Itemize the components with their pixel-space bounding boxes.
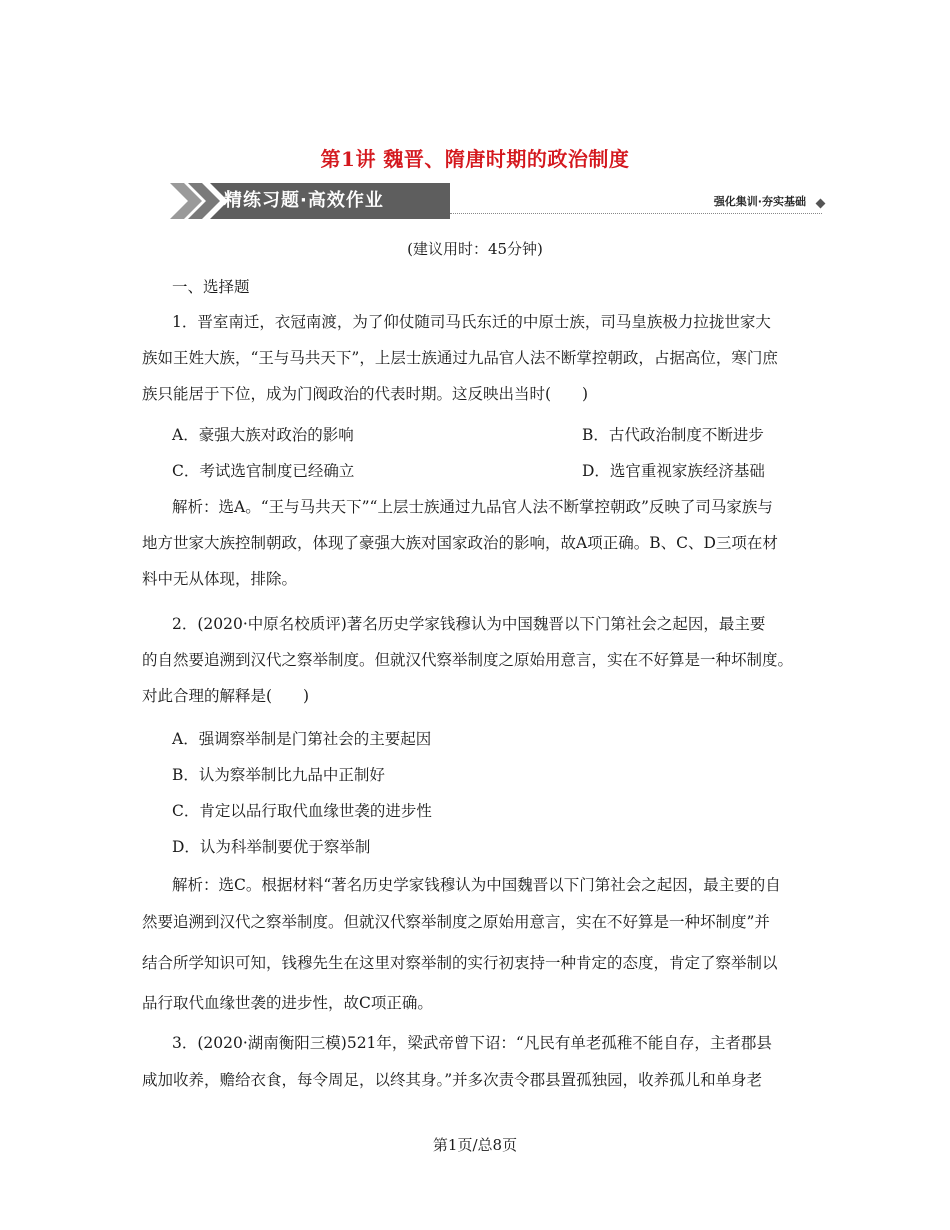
- q2-option-c: C．肯定以品行取代血缘世袭的进步性: [172, 802, 432, 820]
- q1-stem-line: 1．晋室南迁，衣冠南渡，为了仰仗随司马氏东迁的中原士族，司马皇族极力拉拢世家大: [172, 313, 771, 331]
- q1-option-a: A．豪强大族对政治的影响: [172, 426, 354, 444]
- q2-option-a: A．强调察举制是门第社会的主要起因: [172, 730, 432, 748]
- q3-stem-line: 咸加收养，赡给衣食，每令周足，以终其身。”并多次责令郡县置孤独园，收养孤儿和单身老: [142, 1071, 763, 1089]
- q1-option-d: D．选官重视家族经济基础: [582, 462, 765, 480]
- banner-title: 精练习题·高效作业: [224, 190, 384, 211]
- q1-stem-line: 族如王姓大族，“王与马共天下”，上层士族通过九品官人法不断掌控朝政，占据高位，寒门庶: [142, 349, 778, 367]
- q2-stem-line: 的自然要追溯到汉代之察举制度。但就汉代察举制度之原始用意言，实在不好算是一种坏制度。: [142, 651, 794, 669]
- q2-analysis-line: 然要追溯到汉代之察举制度。但就汉代察举制度之原始用意言，实在不好算是一种坏制度”并: [142, 913, 770, 931]
- q1-analysis-line: 解析：选A。“王与马共天下”“上层士族通过九品官人法不断掌控朝政”反映了司马家族与: [172, 498, 773, 516]
- q2-option-b: B．认为察举制比九品中正制好: [172, 766, 385, 784]
- page-title: 第1讲 魏晋、隋唐时期的政治制度: [320, 147, 630, 171]
- q2-stem-line: 对此合理的解释是( ): [142, 687, 310, 705]
- q2-option-d: D．认为科举制要优于察举制: [172, 838, 371, 856]
- q3-stem-line: 3．(2020·湖南衡阳三模)521年，梁武帝曾下诏：“凡民有单老孤稚不能自存，主者郡县: [172, 1034, 772, 1052]
- section-heading: 一、选择题: [172, 278, 250, 296]
- section-banner: [170, 183, 830, 219]
- q2-analysis-line: 解析：选C。根据材料“著名历史学家钱穆认为中国魏晋以下门第社会之起因，最主要的自: [172, 876, 781, 894]
- q2-analysis-line: 结合所学知识可知，钱穆先生在这里对察举制的实行初衷持一种肯定的态度，肯定了察举制以: [142, 954, 778, 972]
- banner-subtitle: 强化集训·夯实基础: [713, 195, 806, 208]
- q2-analysis-line: 品行取代血缘世袭的进步性，故C项正确。: [142, 994, 433, 1012]
- q1-analysis-line: 料中无从体现，排除。: [142, 570, 298, 588]
- q1-analysis-line: 地方世家大族控制朝政，体现了豪强大族对国家政治的影响，故A项正确。B、C、D三项在材: [142, 534, 778, 552]
- q1-option-c: C．考试选官制度已经确立: [172, 462, 355, 480]
- q2-stem-line: 2．(2020·中原名校质评)著名历史学家钱穆认为中国魏晋以下门第社会之起因，最主要: [172, 615, 766, 633]
- q1-stem-line: 族只能居于下位，成为门阀政治的代表时期。这反映出当时( ): [142, 385, 589, 403]
- suggested-duration: (建议用时：45分钟): [407, 240, 543, 258]
- banner-divider: [450, 213, 822, 214]
- page-number: 第1页/总8页: [432, 1136, 518, 1154]
- q1-option-b: B．古代政治制度不断进步: [582, 426, 764, 444]
- diamond-icon: [816, 199, 826, 209]
